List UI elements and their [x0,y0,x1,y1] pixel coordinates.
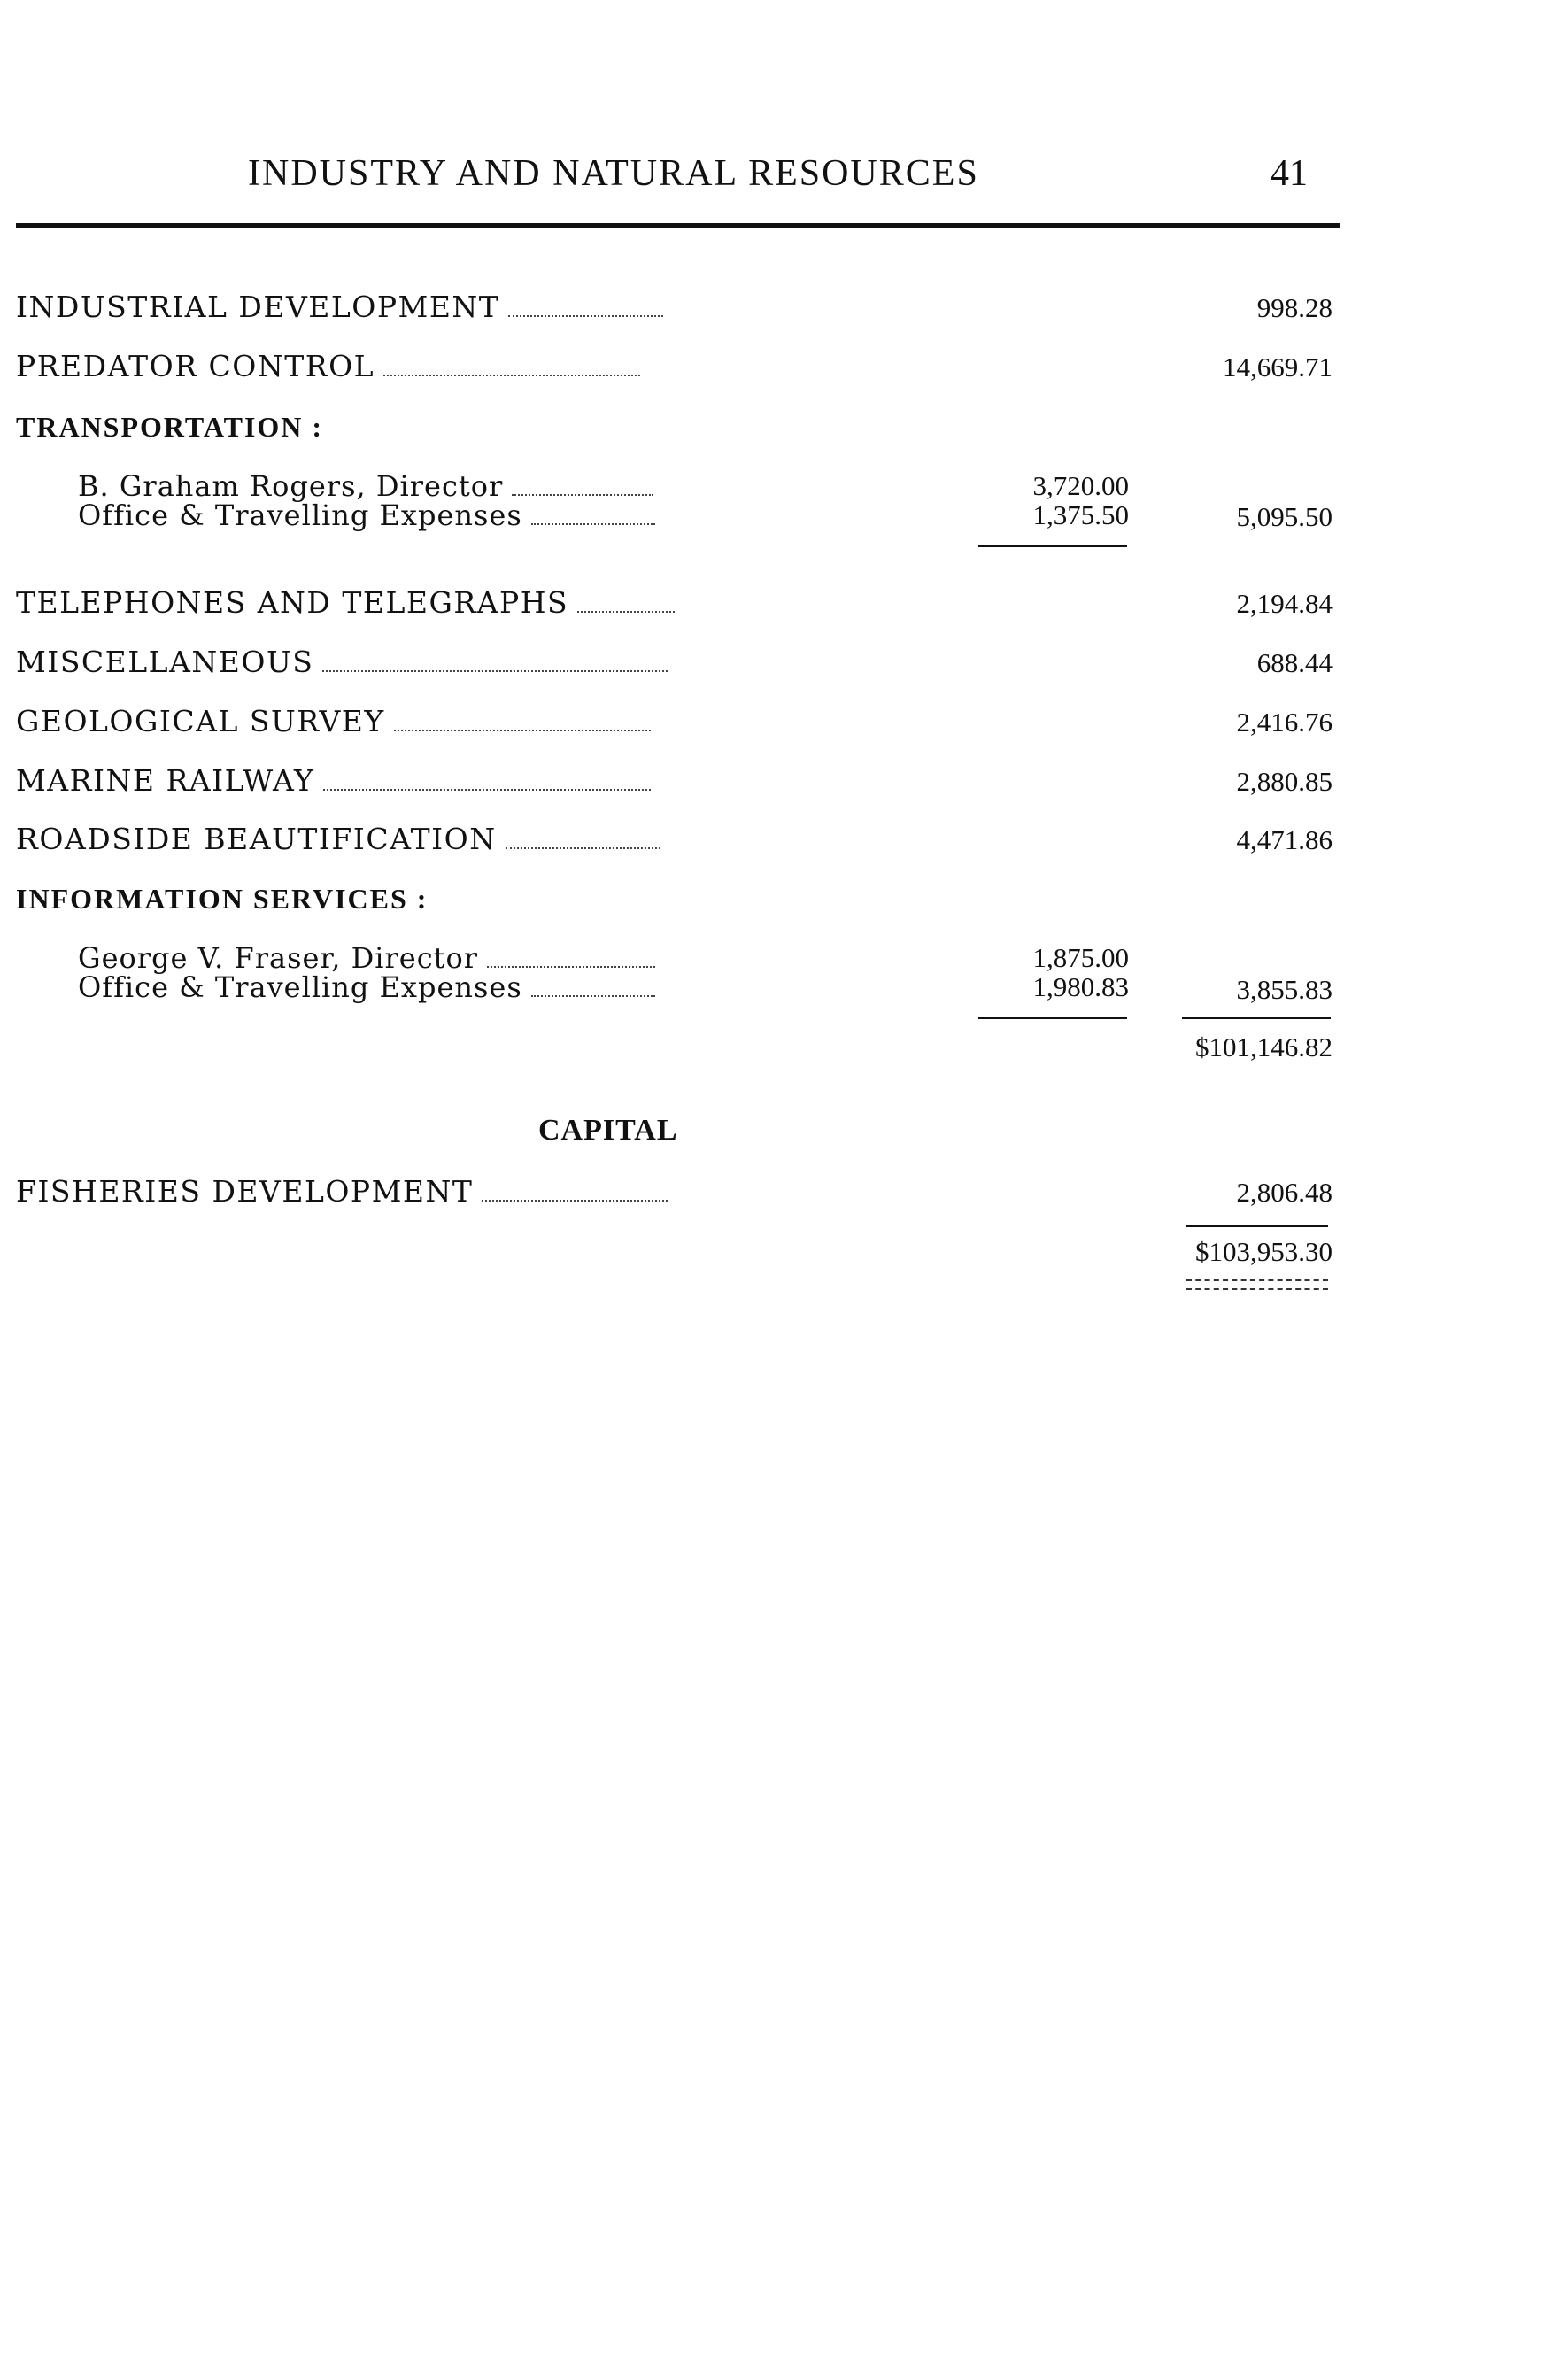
leader-dots [531,993,655,997]
item-label: INDUSTRIAL DEVELOPMENT [16,290,500,324]
item-fisheries-development [16,1175,668,1209]
sub-item-amount: 1,875.00 [1032,942,1129,973]
leader-dots [487,964,655,968]
item-roadside-beautification [16,823,660,856]
item-label: TELEPHONES AND TELEGRAPHS [16,585,569,620]
page-header-title: INDUSTRY AND NATURAL RESOURCES [248,153,979,194]
item-total: 998.28 [1256,292,1333,323]
sub-item-amount: 1,980.83 [1032,971,1129,1002]
item-total: 688.44 [1256,647,1333,678]
item-total: 2,416.76 [1236,707,1333,738]
leader-dots [394,728,651,731]
item-label: ROADSIDE BEAUTIFICATION [16,822,497,856]
leader-dots [512,492,653,496]
leader-dots [323,787,651,791]
leader-dots [383,373,640,376]
item-total: 2,194.84 [1236,588,1333,619]
item-label: MISCELLANEOUS [16,645,314,679]
leader-dots [508,313,663,317]
item-total: 2,880.85 [1236,766,1333,797]
item-marine-railway [16,764,651,798]
leader-dots [482,1198,668,1202]
sum-rule [1182,1017,1331,1019]
item-total: 14,669.71 [1223,352,1333,382]
sub-item-label: Office & Travelling Expenses [78,970,522,1004]
section-information-services: INFORMATION SERVICES : [16,883,429,915]
item-label: GEOLOGICAL SURVEY [16,704,385,738]
section-transportation: TRANSPORTATION : [16,411,324,443]
sub-item-amount: 3,720.00 [1032,470,1129,501]
sub-item-label: B. Graham Rogers, Director [78,469,504,503]
sum-rule [1186,1225,1328,1227]
leader-dots [531,522,655,525]
subtotal: $101,146.82 [1195,1032,1333,1062]
item-total: 3,855.83 [1236,974,1333,1005]
item-label: MARINE RAILWAY [16,763,315,798]
sum-rule [978,1017,1127,1019]
leader-dots [506,846,660,849]
sub-item-label: Office & Travelling Expenses [78,498,522,532]
item-label: FISHERIES DEVELOPMENT [16,1174,474,1209]
item-total: 5,095.50 [1236,501,1333,532]
sub-item-office [78,498,655,532]
item-miscellaneous [16,645,668,679]
sub-item-office [78,970,655,1004]
sub-item-amount: 1,375.50 [1032,499,1129,530]
sub-item-label: George V. Fraser, Director [78,941,479,975]
item-predator-control [16,350,640,383]
capital-heading: CAPITAL [538,1114,678,1147]
item-total: 4,471.86 [1236,824,1333,855]
header-rule [16,223,1340,228]
leader-dots [322,668,668,672]
item-label: PREDATOR CONTROL [16,349,375,383]
leader-dots [577,609,675,613]
page-number: 41 [1271,153,1308,194]
sum-rule [978,545,1127,547]
item-total: 2,806.48 [1236,1177,1333,1208]
grand-total: $103,953.30 [1195,1236,1333,1267]
item-industrial-development [16,290,663,324]
item-telephones [16,586,675,620]
item-geological-survey [16,705,651,738]
double-underline [1186,1279,1328,1290]
